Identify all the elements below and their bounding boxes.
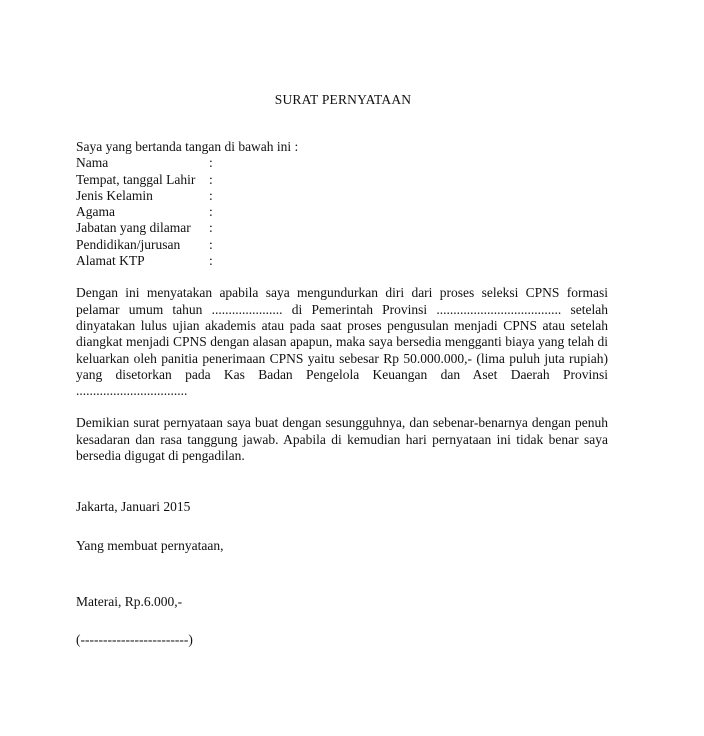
field-row-jabatan [76, 220, 608, 236]
document-body [76, 139, 608, 649]
intro-line: Saya yang bertanda tangan di bawah ini : [76, 139, 299, 154]
spacer [76, 554, 608, 594]
field-row-tempat-tanggal-lahir [76, 172, 608, 188]
field-row-nama [76, 155, 608, 171]
signer-label: Yang membuat pernyataan, [76, 537, 224, 553]
spacer [76, 399, 608, 415]
field-label: Jabatan yang dilamar [76, 220, 191, 236]
signature-line: (------------------------) [76, 632, 193, 648]
field-colon: : [209, 171, 213, 187]
field-row-agama [76, 204, 608, 220]
field-label: Pendidikan/jurusan [76, 236, 181, 252]
spacer [76, 610, 608, 632]
field-colon: : [209, 204, 213, 220]
field-row-jenis-kelamin [76, 188, 608, 204]
identity-fields [76, 155, 608, 269]
field-label: Jenis Kelamin [76, 187, 153, 203]
field-row-pendidikan [76, 237, 608, 253]
spacer [76, 269, 608, 285]
place-date: Jakarta, Januari 2015 [76, 499, 191, 515]
stamp-note: Materai, Rp.6.000,- [76, 593, 183, 609]
field-colon: : [209, 187, 213, 203]
field-row-alamat-ktp [76, 253, 608, 269]
field-label: Agama [76, 204, 115, 220]
field-colon: : [209, 236, 213, 252]
field-label: Alamat KTP [76, 253, 145, 269]
field-label: Nama [76, 155, 109, 171]
field-colon: : [209, 155, 213, 171]
field-colon: : [209, 220, 213, 236]
spacer [76, 516, 608, 538]
field-label: Tempat, tanggal Lahir [76, 171, 196, 187]
statement-paragraph: Dengan ini menyatakan apabila saya mengundurkan diri dari proses seleksi CPNS formasi pelamar umum tahun ..................... di Pemerintah Provinsi ..................................... setelah dinyatakan lulus ujian akademis atau pada saat proses pengusulan menjadi CPNS atau setelah diangkat menjadi CPNS dengan alasan apapun, maka saya bersedia mengganti biaya yang telah di keluarkan oleh panitia penerimaan CPNS yaitu sebesar Rp 50.000.000,- (lima puluh juta rupiah) yang disetorkan pada Kas Badan Pengelola Keuangan dan Aset Daerah Provinsi ................................. [76, 285, 608, 399]
field-colon: : [209, 253, 213, 269]
closing-paragraph: Demikian surat pernyataan saya buat dengan sesungguhnya, dan sebenar-benarnya dengan penuh kesadaran dan rasa tanggung jawab. Apabila di kemudian hari pernyataan ini tidak benar saya bersedia digugat di pengadilan. [76, 415, 608, 464]
document-title: SURAT PERNYATAAN [274, 92, 412, 107]
spacer [76, 464, 608, 499]
